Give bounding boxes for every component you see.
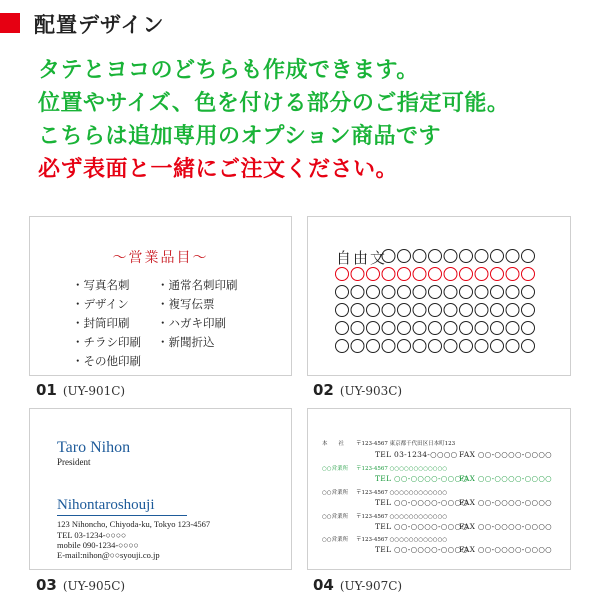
placeholder-circle: [382, 322, 395, 335]
placeholder-circle: [382, 304, 395, 317]
placeholder-circle: [398, 286, 411, 299]
placeholder-circle: [460, 286, 473, 299]
placeholder-circle: [382, 340, 395, 353]
card-03-mobile: mobile 090-1234-○○○○: [57, 540, 139, 550]
branch-tel: TEL 03-1234-○○○○: [375, 450, 458, 459]
placeholder-circle: [444, 340, 457, 353]
branch-label: ○○営業所: [322, 466, 349, 472]
branch-label: ○○営業所: [322, 537, 349, 543]
placeholder-circle: [506, 286, 519, 299]
branch-tel: TEL ○○-○○○○-○○○○: [375, 522, 469, 531]
branch-address: 〒123-4567 ○○○○○○○○○○○○: [356, 514, 448, 520]
card-01-title: ～営業品目～: [112, 250, 209, 266]
placeholder-circle: [444, 268, 457, 281]
placeholder-circle: [429, 268, 442, 281]
placeholder-circle: [413, 340, 426, 353]
card-01-label: [36, 381, 125, 399]
placeholder-circle: [522, 250, 535, 263]
branch-label: ○○営業所: [322, 514, 349, 520]
list-item: ・チラシ印刷: [72, 335, 141, 349]
list-item: ・その他印刷: [72, 354, 141, 368]
placeholder-circle: [475, 322, 488, 335]
placeholder-circle: [491, 250, 504, 263]
placeholder-circle: [491, 340, 504, 353]
card-04-label: [313, 576, 402, 594]
list-item: ・新聞折込: [157, 335, 215, 349]
card-03-email: E-mail:nihon@○○syouji.co.jp: [57, 550, 160, 560]
placeholder-circle: [367, 304, 380, 317]
card-number: 02: [313, 381, 334, 399]
branch-label: ○○営業所: [322, 490, 349, 496]
section-header: [0, 0, 600, 44]
card-03-preview: [29, 408, 292, 570]
card-03-company: Nihontaroshouji: [57, 497, 155, 513]
branch-address: 〒123-4567 ○○○○○○○○○○○○: [356, 466, 448, 472]
placeholder-circle: [367, 340, 380, 353]
card-03-job-title: President: [57, 457, 91, 467]
placeholder-circle: [444, 250, 457, 263]
list-item: ・写真名刺: [72, 278, 130, 292]
card-01-preview: [29, 216, 292, 376]
card-number: 03: [36, 576, 57, 594]
description-line: 位置やサイズ、色を付ける部分のご指定可能。: [38, 91, 510, 116]
placeholder-circle: [398, 322, 411, 335]
placeholder-circle: [506, 250, 519, 263]
card-02-label: [313, 381, 402, 399]
branch-address: 〒123-4567 ○○○○○○○○○○○○: [356, 537, 448, 543]
section-title: 配置デザイン: [34, 13, 165, 37]
branch-address: 〒123-4567 ○○○○○○○○○○○○: [356, 490, 448, 496]
placeholder-circle: [522, 304, 535, 317]
placeholder-circle: [336, 286, 349, 299]
description-line-warning: 必ず表面と一緒にご注文ください。: [38, 157, 399, 182]
placeholder-circle: [367, 286, 380, 299]
header-accent-square: [0, 13, 20, 33]
placeholder-circle: [506, 304, 519, 317]
placeholder-circle: [351, 268, 364, 281]
placeholder-circle: [429, 304, 442, 317]
placeholder-circle: [382, 250, 395, 263]
placeholder-circle: [429, 340, 442, 353]
placeholder-circle: [475, 250, 488, 263]
card-code: (UY-903C): [339, 384, 403, 398]
placeholder-circle: [351, 340, 364, 353]
placeholder-circle: [413, 268, 426, 281]
card-03-label: [36, 576, 125, 594]
placeholder-circle: [491, 286, 504, 299]
card-code: (UY-905C): [62, 579, 126, 593]
description-line: タテとヨコのどちらも作成できます。: [38, 58, 419, 83]
placeholder-circle: [522, 340, 535, 353]
placeholder-circle: [429, 250, 442, 263]
placeholder-circle: [398, 340, 411, 353]
card-03-divider: [57, 515, 187, 516]
branch-tel: TEL ○○-○○○○-○○○○: [375, 545, 469, 554]
placeholder-circle: [398, 250, 411, 263]
placeholder-circle: [413, 322, 426, 335]
card-code: (UY-901C): [62, 384, 126, 398]
placeholder-circle: [413, 286, 426, 299]
card-number: 04: [313, 576, 334, 594]
card-03-tel: TEL 03-1234-○○○○: [57, 530, 127, 540]
list-item: ・ハガキ印刷: [157, 316, 226, 330]
placeholder-circle: [460, 322, 473, 335]
placeholder-circle: [336, 304, 349, 317]
card-02-preview: [307, 216, 571, 376]
placeholder-circle: [491, 268, 504, 281]
placeholder-circle: [522, 268, 535, 281]
card-01-right-list: [157, 276, 238, 352]
branch-fax: FAX ○○-○○○○-○○○○: [459, 522, 553, 531]
placeholder-circle: [336, 322, 349, 335]
placeholder-circle: [522, 286, 535, 299]
placeholder-circle: [506, 322, 519, 335]
placeholder-circle: [475, 286, 488, 299]
placeholder-circle: [444, 304, 457, 317]
card-02-circle-grid: [308, 217, 572, 377]
placeholder-circle: [429, 322, 442, 335]
list-item: ・封筒印刷: [72, 316, 130, 330]
placeholder-circle: [475, 304, 488, 317]
placeholder-circle: [460, 340, 473, 353]
description-block: [38, 54, 598, 186]
card-04-preview: [307, 408, 571, 570]
branch-label: 本 社: [322, 441, 345, 447]
placeholder-circle: [398, 304, 411, 317]
placeholder-circle: [444, 286, 457, 299]
placeholder-circle: [351, 286, 364, 299]
branch-address: 〒123-4567 東京都千代田区日本町123: [356, 441, 456, 447]
placeholder-circle: [351, 322, 364, 335]
placeholder-circle: [460, 304, 473, 317]
placeholder-circle: [429, 286, 442, 299]
card-02-free-text: 自由文: [336, 249, 388, 267]
placeholder-circle: [460, 268, 473, 281]
card-03-address: 123 Nihoncho, Chiyoda-ku, Tokyo 123-4567: [57, 519, 211, 529]
card-code: (UY-907C): [339, 579, 403, 593]
branch-tel: TEL ○○-○○○○-○○○○: [375, 474, 469, 483]
placeholder-circle: [382, 268, 395, 281]
placeholder-circle: [460, 250, 473, 263]
placeholder-circle: [351, 304, 364, 317]
placeholder-circle: [522, 322, 535, 335]
list-item: ・通常名刺印刷: [157, 278, 238, 292]
placeholder-circle: [382, 286, 395, 299]
list-item: ・デザイン: [72, 297, 129, 311]
list-item: ・複写伝票: [157, 297, 215, 311]
placeholder-circle: [413, 250, 426, 263]
placeholder-circle: [506, 268, 519, 281]
placeholder-circle: [444, 322, 457, 335]
placeholder-circle: [398, 268, 411, 281]
card-01-left-list: [72, 276, 141, 371]
description-line: こちらは追加専用のオプション商品です: [38, 124, 442, 149]
branch-fax: FAX ○○-○○○○-○○○○: [459, 450, 553, 459]
branch-tel: TEL ○○-○○○○-○○○○: [375, 498, 469, 507]
placeholder-circle: [475, 340, 488, 353]
placeholder-circle: [367, 268, 380, 281]
placeholder-circle: [491, 322, 504, 335]
placeholder-circle: [336, 268, 349, 281]
placeholder-circle: [336, 340, 349, 353]
card-number: 01: [36, 381, 57, 399]
branch-fax: FAX ○○-○○○○-○○○○: [459, 498, 553, 507]
placeholder-circle: [367, 322, 380, 335]
branch-fax: FAX ○○-○○○○-○○○○: [459, 474, 553, 483]
placeholder-circle: [491, 304, 504, 317]
branch-fax: FAX ○○-○○○○-○○○○: [459, 545, 553, 554]
card-03-name: Taro Nihon: [57, 439, 131, 456]
placeholder-circle: [413, 304, 426, 317]
placeholder-circle: [475, 268, 488, 281]
placeholder-circle: [506, 340, 519, 353]
